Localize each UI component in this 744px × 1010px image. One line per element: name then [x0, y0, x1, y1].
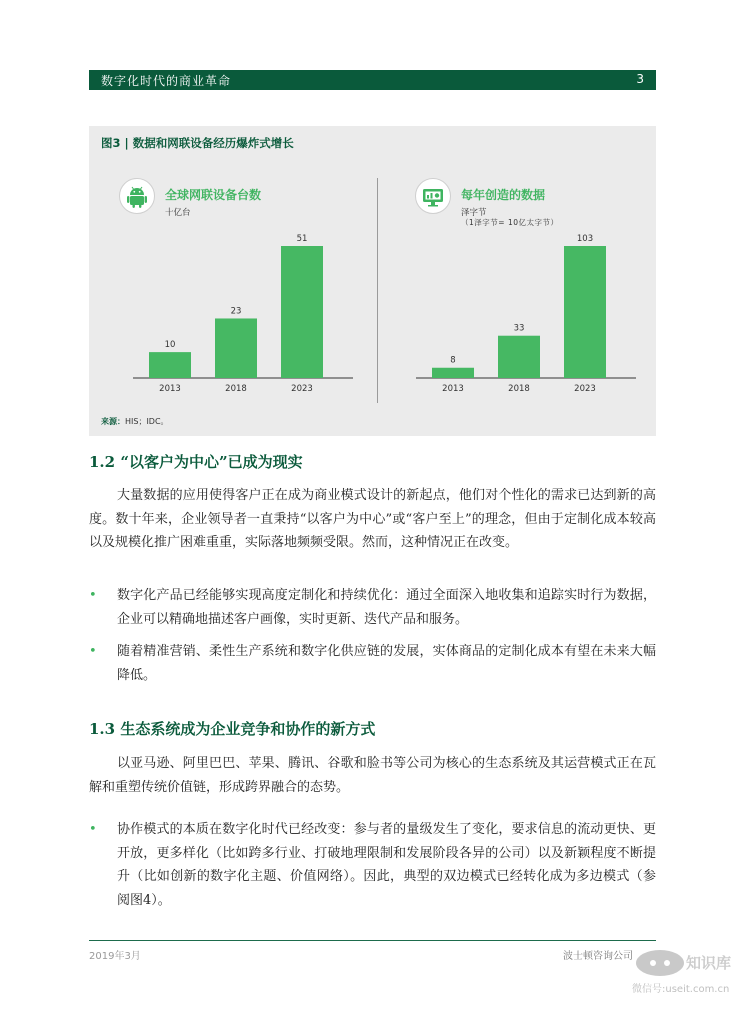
tick-label-2018: 2018: [508, 384, 530, 394]
page-number: 3: [636, 72, 644, 86]
chart-divider: [377, 178, 378, 403]
bar-2013: [149, 352, 191, 378]
list-item: [89, 818, 656, 912]
bar-2018: [215, 318, 257, 378]
data-screen-icon: [415, 178, 451, 214]
right-chart-unit: 泽字节: [461, 208, 487, 218]
bar-2013: [432, 368, 474, 378]
data-label-2018: 33: [513, 323, 525, 334]
bar-2018: [498, 336, 540, 378]
source-label: 来源：: [101, 417, 125, 426]
android-robot-icon: [119, 178, 155, 214]
tick-label-2013: 2013: [159, 384, 181, 394]
bullet-text: 数字化产品已经能够实现高度定制化和持续优化：通过全面深入地收集和追踪实时行为数据，企业可以精确地描述客户画像，实时更新、迭代产品和服务。: [117, 588, 656, 627]
right-chart-unit-note: （1泽字节= 10亿太字节）: [461, 218, 559, 227]
bullet-icon: •: [89, 588, 97, 603]
bar-2023: [281, 246, 323, 378]
bullet-text: 协作模式的本质在数字化时代已经改变：参与者的量级发生了变化，要求信息的流动更快、更开放，更多样化（比如跨多行业、打破地理限制和发展阶段各异的公司）以及新颖程度不断提升（比如创新的数字化主题、价值网络）。因此，典型的双边模式已经转化成为多边模式（参阅图4）。: [117, 822, 656, 908]
right-bar-chart: [416, 236, 636, 398]
document-title: 数字化时代的商业革命: [101, 74, 232, 88]
data-label-2023: 51: [296, 234, 308, 244]
section-heading-1-2: 1.2 “以客户为中心”已成为现实: [89, 453, 303, 471]
data-label-2013: 8: [450, 355, 456, 366]
left-chart-unit: 十亿台: [165, 208, 191, 218]
figure-title: 图3 | 数据和网联设备经历爆炸式增长: [101, 136, 294, 150]
source-text: HIS；IDC。: [125, 417, 169, 426]
footer-organization: 波士顿咨询公司: [563, 951, 633, 962]
section-paragraph: 大量数据的应用使得客户正在成为商业模式设计的新起点，他们对个性化的需求已达到新的高度。数十年来，企业领导者一直秉持“以客户为中心”或“客户至上”的理念，但由于定制化成本较高以及规模化推广困难重重，实际落地频频受限。然而，这种情况正在改变。: [89, 488, 656, 550]
bullet-icon: •: [89, 644, 97, 659]
right-chart-title: 每年创造的数据: [461, 188, 546, 202]
list-item: [89, 640, 656, 687]
section-heading-1-3: 1.3 生态系统成为企业竞争和协作的新方式: [89, 720, 376, 738]
data-label-2013: 10: [164, 340, 176, 351]
bullet-text: 随着精准营销、柔性生产系统和数字化供应链的发展，实体商品的定制化成本有望在未来大幅降低。: [117, 644, 656, 683]
data-label-2018: 23: [230, 306, 242, 317]
section-paragraph: 以亚马逊、阿里巴巴、苹果、腾讯、谷歌和脸书等公司为核心的生态系统及其运营模式正在瓦解和重塑传统价值链，形成跨界融合的态势。: [89, 756, 656, 795]
bullet-icon: •: [89, 822, 97, 837]
data-label-2023: 103: [576, 234, 594, 244]
wechat-logo-icon: [636, 950, 684, 976]
bar-2023: [564, 246, 606, 378]
list-item: [89, 584, 656, 631]
tick-label-2023: 2023: [574, 384, 596, 394]
left-bar-chart: [133, 236, 353, 398]
figure-3-panel: [89, 126, 656, 436]
figure-source: [101, 416, 169, 427]
footer-date: 2019年3月: [89, 951, 141, 962]
watermark-name: 知识库: [686, 954, 732, 972]
left-chart-title: 全球网联设备台数: [165, 188, 262, 202]
footer-rule: [89, 940, 656, 941]
tick-label-2023: 2023: [291, 384, 313, 394]
watermark-id: 微信号:useit.com.cn: [632, 984, 730, 995]
tick-label-2013: 2013: [442, 384, 464, 394]
header-bar: [89, 70, 656, 90]
tick-label-2018: 2018: [225, 384, 247, 394]
